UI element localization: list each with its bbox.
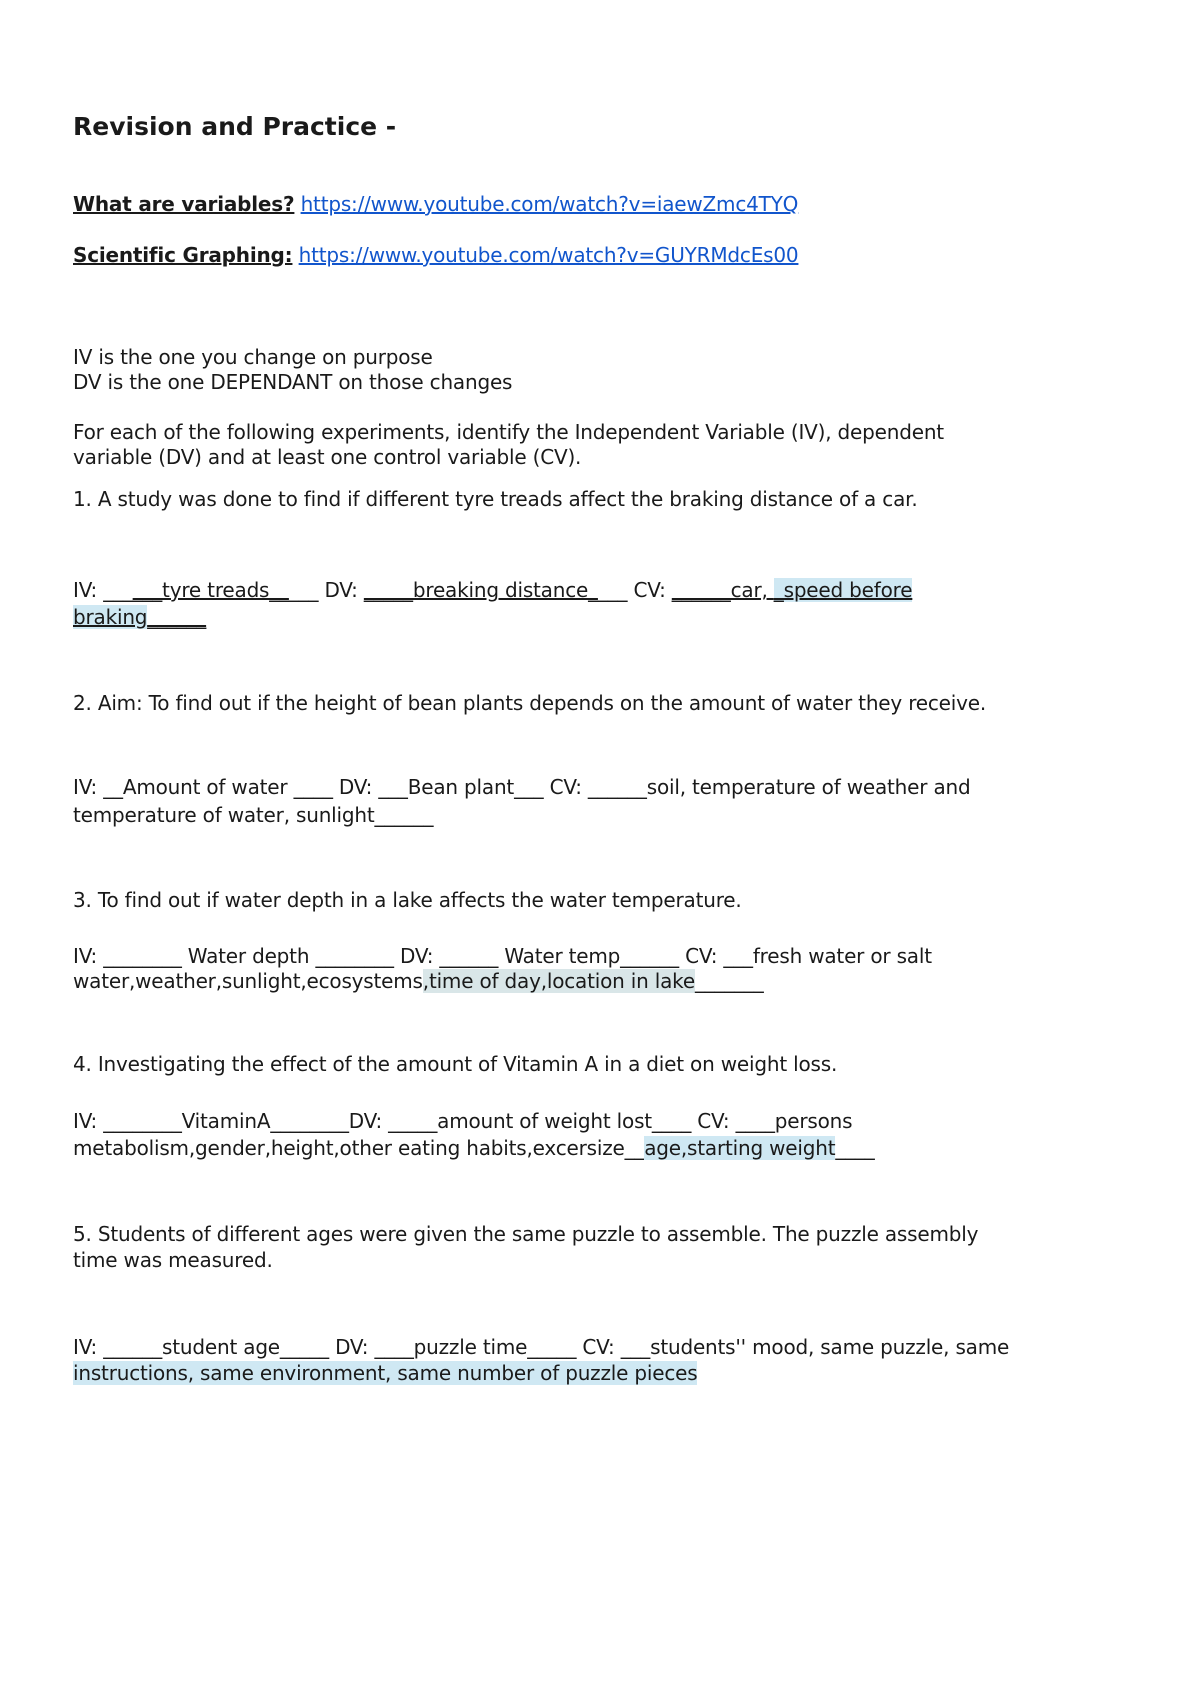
q5-answer-line-1: IV: ______student age_____ DV: ____puzzle time_____ CV: ___students'' mood, same puzzle, same bbox=[73, 1335, 1010, 1359]
q4-cv-end: ____ bbox=[835, 1136, 875, 1160]
q1-dv-prefix: DV: bbox=[324, 578, 364, 602]
q3-cv-end: _______ bbox=[694, 969, 764, 993]
link-graphing-label: Scientific Graphing: bbox=[73, 243, 293, 267]
q3-answer-line-2 bbox=[73, 967, 764, 995]
q1-cv-value: ______car, bbox=[671, 578, 774, 602]
q1-cv-highlight: _speed before bbox=[773, 578, 913, 602]
instructions-line-1: For each of the following experiments, identify the Independent Variable (IV), dependent bbox=[73, 420, 944, 444]
q1-iv-prefix: IV: ___ bbox=[73, 578, 133, 602]
q3-cv-highlight: ,time of day,location in lake bbox=[422, 969, 695, 993]
q5-answer-line-2 bbox=[73, 1359, 697, 1387]
q5-question-line-1: 5. Students of different ages were given the same puzzle to assemble. The puzzle assembly bbox=[73, 1222, 979, 1246]
q3-cv-prefix: water,weather,sunlight,ecosystems bbox=[73, 969, 423, 993]
link-graphing-url[interactable]: https://www.youtube.com/watch?v=GUYRMdcEs00 bbox=[298, 243, 799, 267]
q2-answer-line-1: IV: __Amount of water ____ DV: ___Bean plant___ CV: ______soil, temperature of weather and bbox=[73, 775, 971, 799]
q3-question: 3. To find out if water depth in a lake affects the water temperature. bbox=[73, 888, 742, 912]
q4-question: 4. Investigating the effect of the amount of Vitamin A in a diet on weight loss. bbox=[73, 1052, 838, 1076]
q4-answer-line-1: IV: ________VitaminA________DV: _____amount of weight lost____ CV: ____persons bbox=[73, 1109, 853, 1133]
q4-cv-highlight: age,starting weight bbox=[644, 1136, 836, 1160]
q2-answer-line-2: temperature of water, sunlight______ bbox=[73, 803, 434, 827]
q1-cv-prefix: CV: bbox=[633, 578, 672, 602]
q1-iv-value: ___tyre treads__ bbox=[132, 578, 289, 602]
q4-answer-line-2 bbox=[73, 1134, 875, 1162]
q1-cv-end: ______ bbox=[147, 605, 207, 629]
q1-cv-highlight-2: braking bbox=[73, 605, 148, 629]
link-variables-line bbox=[73, 190, 798, 218]
link-graphing-line bbox=[73, 241, 798, 269]
q4-cv-prefix: metabolism,gender,height,other eating habits,excersize__ bbox=[73, 1136, 645, 1160]
link-variables-url[interactable]: https://www.youtube.com/watch?v=iaewZmc4TYQ bbox=[300, 192, 799, 216]
q5-question-line-2: time was measured. bbox=[73, 1248, 273, 1272]
definition-dv: DV is the one DEPENDANT on those changes bbox=[73, 370, 513, 394]
q3-answer-line-1: IV: ________ Water depth ________ DV: ______ Water temp______ CV: ___fresh water or salt bbox=[73, 944, 932, 968]
page-title: Revision and Practice - bbox=[73, 112, 397, 141]
q1-answer-line-2 bbox=[73, 603, 206, 631]
q1-dv-value: _____breaking distance_ bbox=[363, 578, 598, 602]
q2-question: 2. Aim: To find out if the height of bean plants depends on the amount of water they receive. bbox=[73, 691, 987, 715]
q1-iv-suffix: ___ bbox=[288, 578, 325, 602]
q1-question: 1. A study was done to find if different tyre treads affect the braking distance of a car. bbox=[73, 487, 918, 511]
q1-answer-line-1 bbox=[73, 576, 912, 604]
link-variables-label: What are variables? bbox=[73, 192, 295, 216]
q5-cv-highlight: instructions, same environment, same number of puzzle pieces bbox=[73, 1361, 698, 1385]
q1-dv-suffix: ___ bbox=[597, 578, 634, 602]
definition-iv: IV is the one you change on purpose bbox=[73, 345, 433, 369]
instructions-line-2: variable (DV) and at least one control variable (CV). bbox=[73, 445, 582, 469]
